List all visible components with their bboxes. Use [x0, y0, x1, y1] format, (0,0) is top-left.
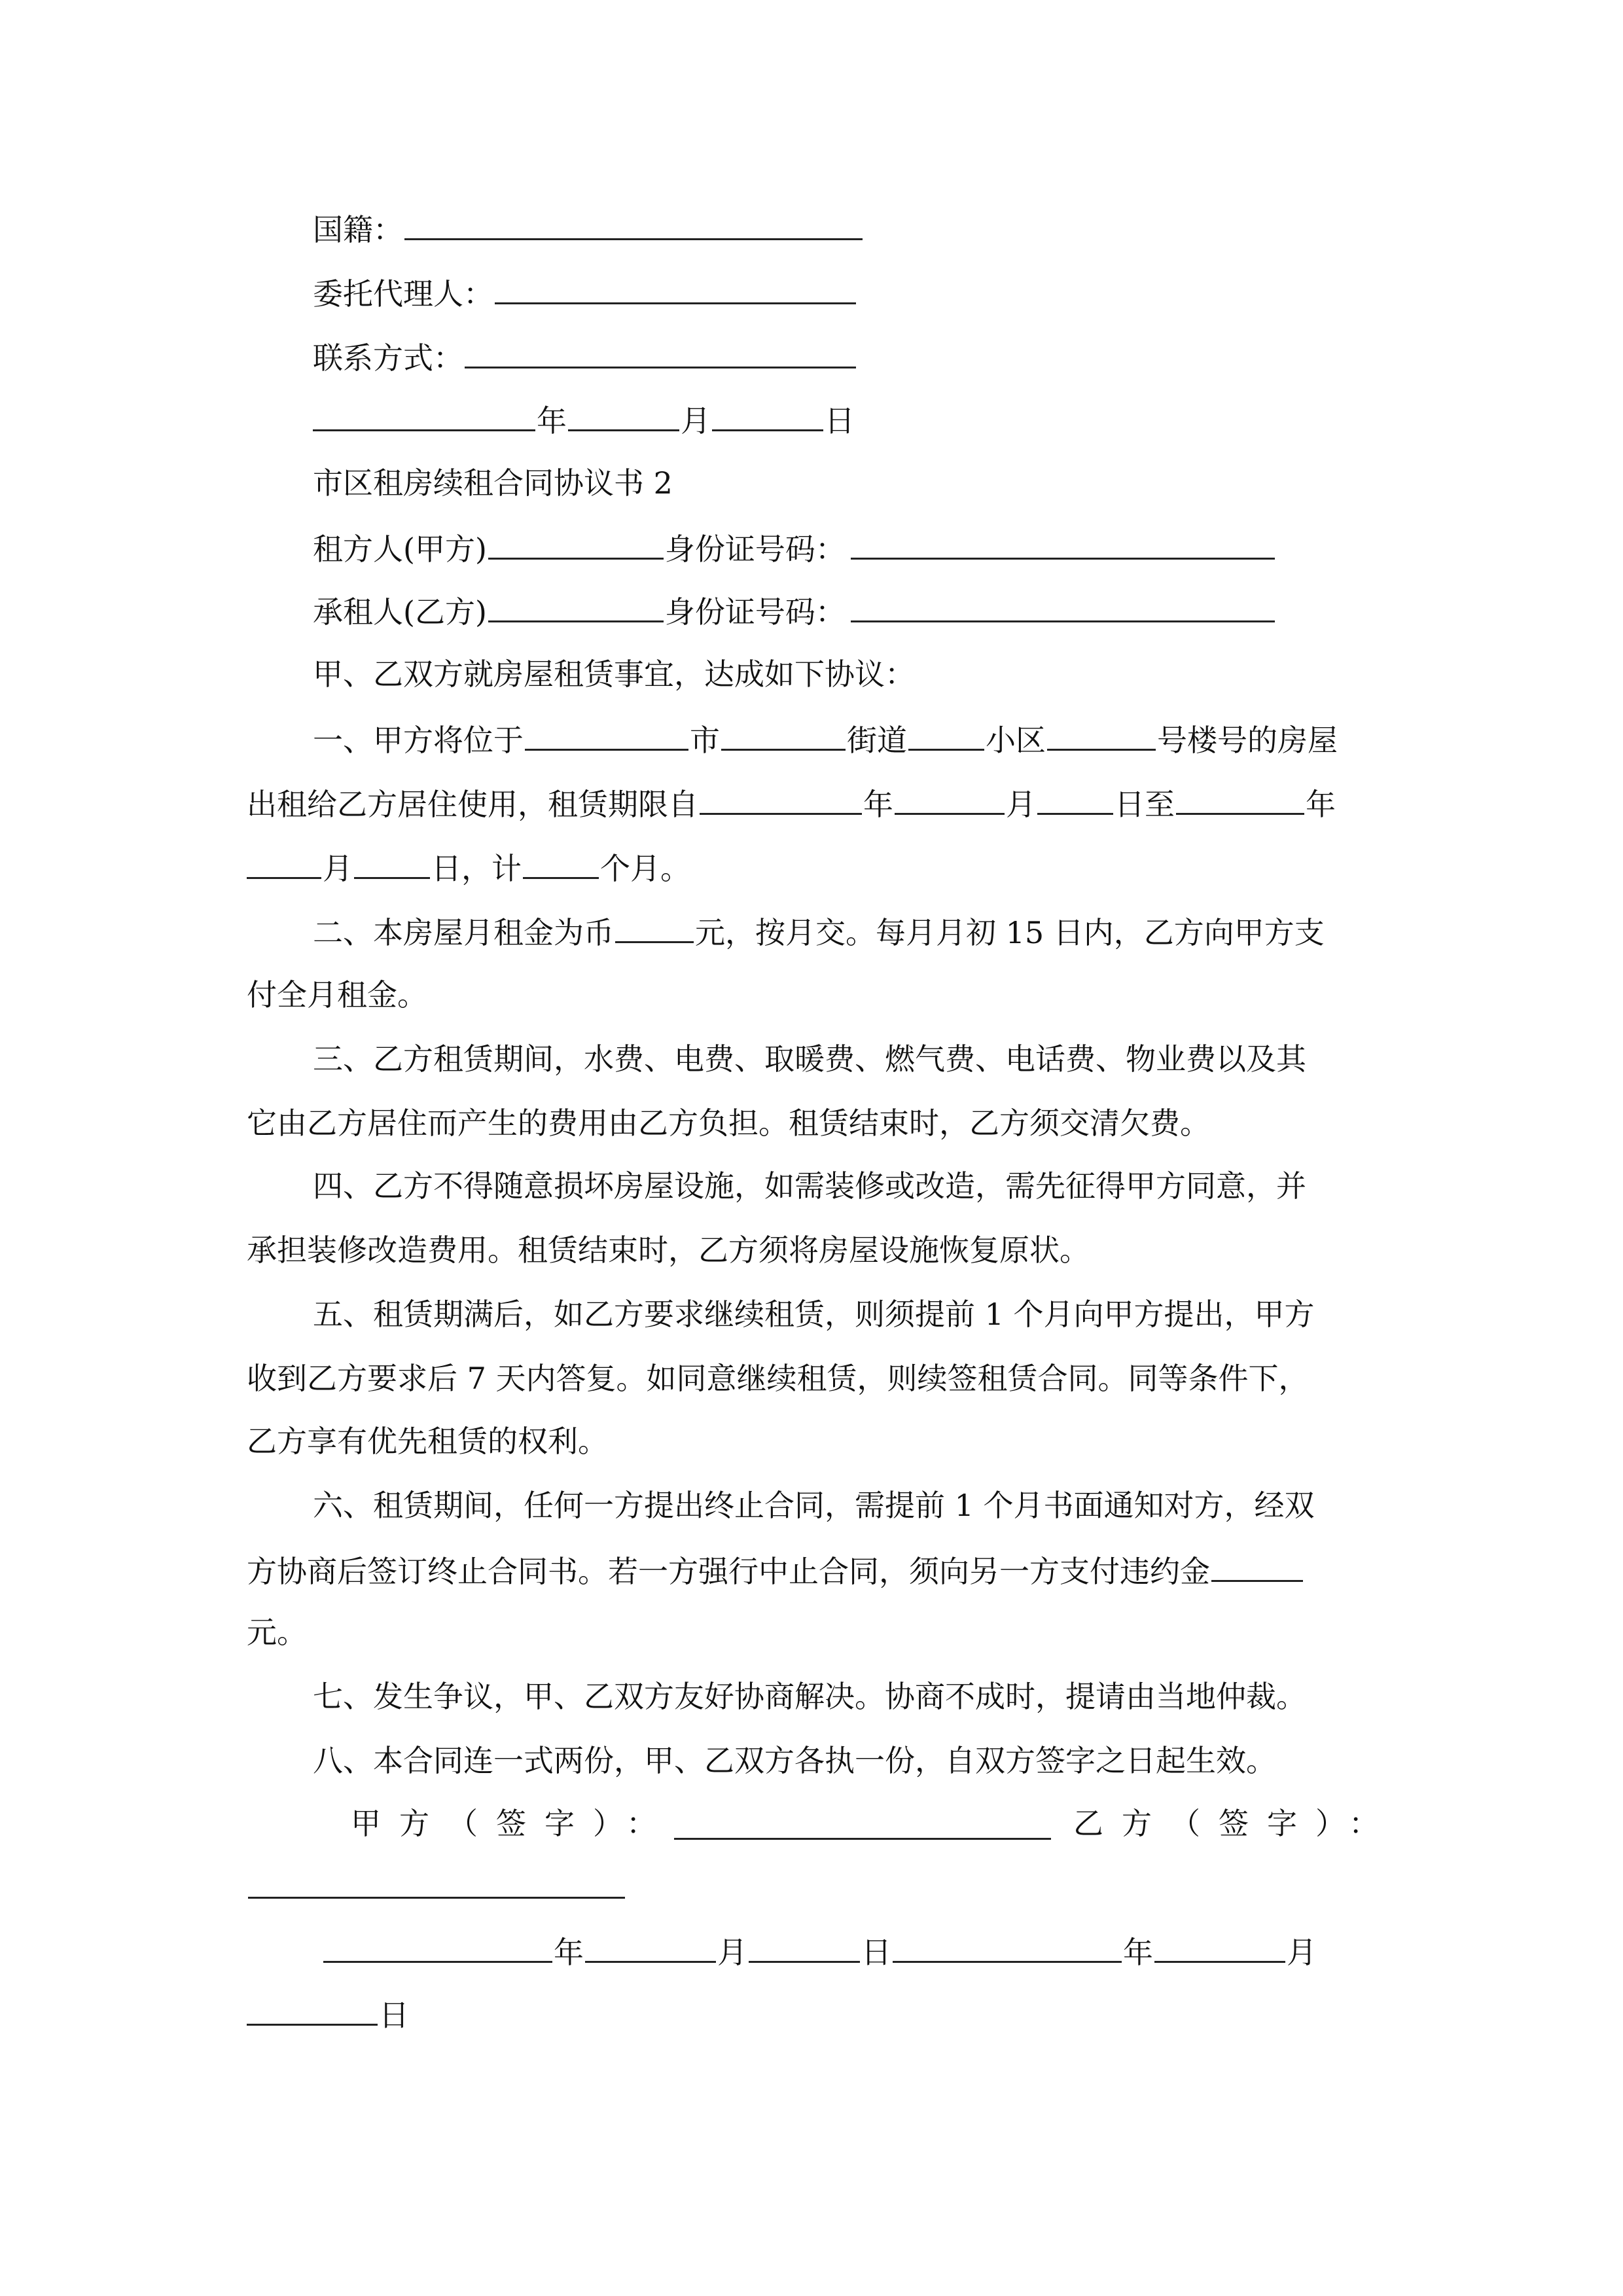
clause1-text-l: 日，计 — [431, 851, 522, 886]
agent-row — [313, 272, 857, 314]
agent-blank[interactable] — [495, 272, 856, 304]
agent-label: 委托代理人： — [313, 276, 493, 312]
building-blank[interactable] — [1047, 719, 1156, 751]
sig-b-day-label: 日 — [379, 1998, 409, 2033]
party-b-signature-blank[interactable] — [248, 1867, 625, 1899]
contact-row — [313, 336, 857, 378]
clause3-line2: 它由乙方居住而产生的费用由乙方负担。租赁结束时，乙方须交清欠费。 — [247, 1105, 1210, 1141]
clause2-text-b: 元，按月交。每月月初 15 日内，乙方向甲方支 — [695, 915, 1325, 950]
sig-b-month-blank[interactable] — [1154, 1931, 1285, 1963]
clause5-line1: 五、租赁期满后，如乙方要求继续租赁，则须提前 1 个月向甲方提出，甲方 — [313, 1297, 1315, 1332]
lessee-name-blank[interactable] — [488, 590, 664, 622]
party-b-signature-label: 乙方（签字）： — [1073, 1806, 1397, 1841]
clause1-text-a: 一、甲方将位于 — [313, 723, 524, 758]
lessee-id-label: 身份证号码： — [664, 594, 846, 630]
clause1-text-m: 个月。 — [600, 851, 690, 886]
penalty-blank[interactable] — [1211, 1550, 1303, 1582]
clause6-line3: 元。 — [247, 1615, 307, 1650]
clause4-line1: 四、乙方不得随意损坏房屋设施，如需装修或改造，需先征得甲方同意，并 — [313, 1168, 1306, 1204]
clause4-line2: 承担装修改造费用。租赁结束时，乙方须将房屋设施恢复原状。 — [247, 1232, 1090, 1268]
lessor-name-blank[interactable] — [488, 528, 664, 560]
signature-date-row2 — [247, 1994, 409, 2035]
signature-date-row — [323, 1931, 1317, 1972]
lessor-row — [313, 528, 1276, 569]
intro-paragraph: 甲、乙双方就房屋租赁事宜，达成如下协议： — [313, 656, 915, 692]
clause1-text-g: 年 — [863, 787, 893, 822]
lessee-label: 承租人(乙方) — [313, 594, 487, 630]
end-month-blank[interactable] — [247, 847, 321, 879]
clause1-line2 — [247, 783, 1336, 824]
clause1-text-e: 号楼号的房屋 — [1157, 723, 1338, 758]
clause1-text-i: 日至 — [1115, 787, 1175, 822]
lessor-id-blank[interactable] — [851, 528, 1275, 560]
sig-a-day-label: 日 — [861, 1935, 891, 1970]
clause6-line2 — [247, 1550, 1304, 1591]
contract-title: 市区租房续租合同协议书 2 — [313, 465, 673, 501]
contact-label: 联系方式： — [313, 340, 463, 376]
clause2-text-a: 二、本房屋月租金为币 — [313, 915, 614, 950]
day-label: 日 — [825, 403, 855, 439]
sig-a-day-blank[interactable] — [749, 1931, 860, 1963]
end-day-blank[interactable] — [354, 847, 430, 879]
clause8: 八、本合同连一式两份，甲、乙双方各执一份，自双方签字之日起生效。 — [313, 1743, 1276, 1778]
sig-b-month-label: 月 — [1287, 1935, 1317, 1970]
community-blank[interactable] — [908, 719, 984, 751]
start-year-blank[interactable] — [700, 783, 862, 815]
sig-b-day-blank[interactable] — [247, 1994, 378, 2026]
clause1-line1 — [313, 719, 1338, 760]
rent-blank[interactable] — [615, 911, 694, 943]
clause1-text-k: 月 — [323, 851, 353, 886]
start-month-blank[interactable] — [895, 783, 1005, 815]
clause5-line2: 收到乙方要求后 7 天内答复。如同意继续租赁，则续签租赁合同。同等条件下， — [247, 1361, 1309, 1396]
end-year-blank[interactable] — [1176, 783, 1304, 815]
clause6-text-b: 方协商后签订终止合同书。若一方强行中止合同，须向另一方支付违约金 — [247, 1554, 1210, 1589]
year-label: 年 — [537, 403, 567, 439]
clause1-text-f: 出租给乙方居住使用，租赁期限自 — [247, 787, 698, 822]
clause1-text-j: 年 — [1306, 787, 1336, 822]
clause1-line3 — [247, 847, 690, 888]
sig-a-month-blank[interactable] — [585, 1931, 716, 1963]
city-blank[interactable] — [525, 719, 688, 751]
sig-a-year-label: 年 — [554, 1935, 584, 1970]
start-day-blank[interactable] — [1037, 783, 1113, 815]
nationality-blank[interactable] — [404, 208, 863, 240]
clause1-text-d: 小区 — [986, 723, 1046, 758]
lessor-label: 租方人(甲方) — [313, 531, 487, 567]
clause1-text-h: 月 — [1006, 787, 1036, 822]
clause2-line1 — [313, 911, 1325, 952]
street-blank[interactable] — [721, 719, 846, 751]
year-blank[interactable] — [313, 399, 535, 431]
sig-a-year-blank[interactable] — [323, 1931, 552, 1963]
party-a-signature-blank[interactable] — [674, 1808, 1051, 1840]
sig-a-month-label: 月 — [717, 1935, 747, 1970]
sig-b-year-blank[interactable] — [893, 1931, 1122, 1963]
party-a-signature-label: 甲方（签字）： — [351, 1806, 675, 1841]
clause1-text-b: 市 — [690, 723, 720, 758]
clause7: 七、发生争议，甲、乙双方友好协商解决。协商不成时，提请由当地仲裁。 — [313, 1679, 1306, 1714]
date-row-top — [313, 399, 855, 440]
nationality-row — [313, 208, 864, 249]
months-blank[interactable] — [523, 847, 599, 879]
contact-blank[interactable] — [465, 336, 856, 368]
clause3-line1: 三、乙方租赁期间，水费、电费、取暖费、燃气费、电话费、物业费以及其 — [313, 1041, 1306, 1077]
clause5-line3: 乙方享有优先租赁的权利。 — [247, 1424, 608, 1459]
sig-b-year-label: 年 — [1123, 1935, 1153, 1970]
lessee-id-blank[interactable] — [851, 590, 1275, 622]
clause1-text-c: 街道 — [847, 723, 907, 758]
day-blank[interactable] — [712, 399, 823, 431]
lessee-row — [313, 590, 1276, 632]
month-blank[interactable] — [568, 399, 679, 431]
clause6-line1: 六、租赁期间，任何一方提出终止合同，需提前 1 个月书面通知对方，经双 — [313, 1488, 1315, 1523]
nationality-label: 国籍： — [313, 212, 403, 247]
clause2-line2: 付全月租金。 — [247, 977, 427, 1013]
month-label: 月 — [681, 403, 711, 439]
lessor-id-label: 身份证号码： — [664, 531, 846, 567]
